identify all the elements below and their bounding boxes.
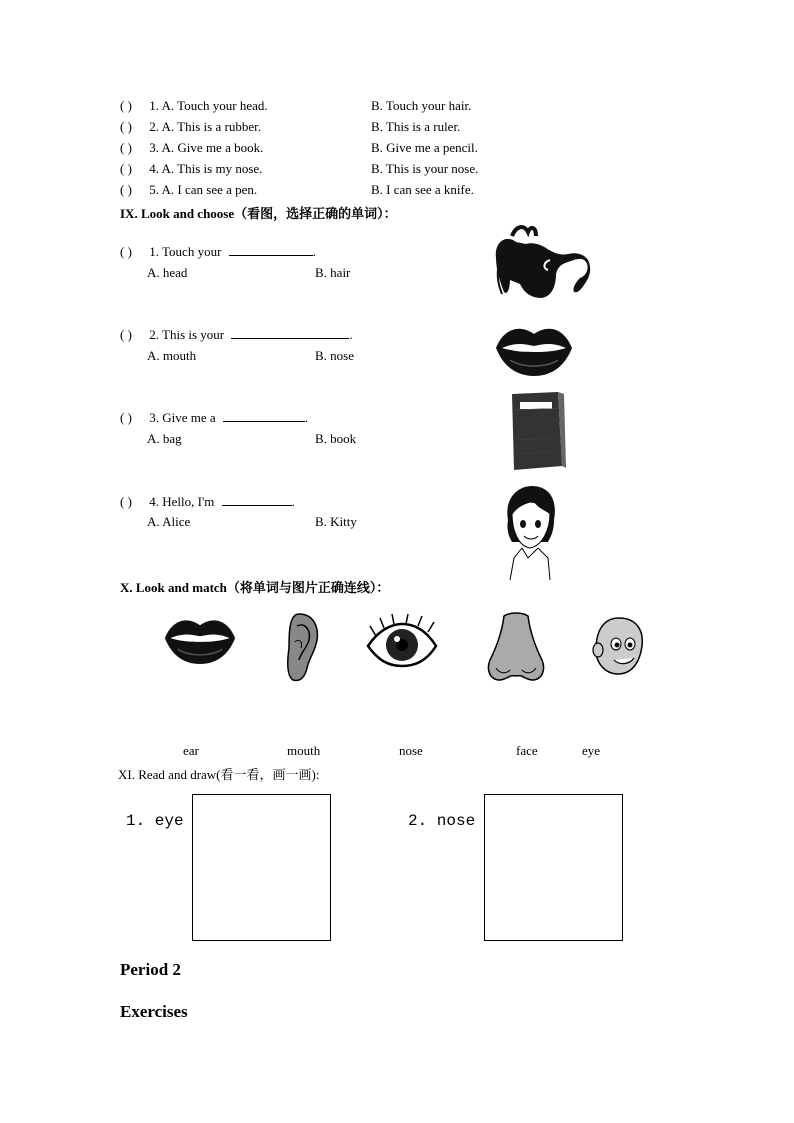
choice-item	[120, 119, 261, 135]
section-heading-9: IX. Look and choose（看图，选择正确的单词）：	[120, 206, 397, 221]
question-stem: 3. Give me a	[149, 410, 216, 425]
answer-paren[interactable]: ( )	[120, 161, 132, 176]
answer-blank[interactable]	[231, 328, 349, 339]
girl-picture	[500, 484, 560, 582]
match-word[interactable]: ear	[183, 743, 199, 758]
mouth-picture	[163, 614, 237, 666]
answer-paren[interactable]: ( )	[120, 494, 132, 509]
ear-picture	[285, 612, 321, 684]
option-b: B. This is a ruler.	[371, 119, 461, 134]
hair-picture	[490, 222, 596, 302]
option-b: B. Give me a pencil.	[371, 140, 478, 155]
book-picture	[508, 390, 568, 472]
exercises-title: Exercises	[120, 1002, 188, 1021]
match-word[interactable]: nose	[399, 743, 423, 758]
option-b: B. Kitty	[315, 514, 357, 529]
question-stem: 2. This is your	[149, 327, 225, 342]
choice-item	[120, 140, 263, 156]
option-a: A. mouth	[147, 348, 197, 363]
match-word[interactable]: mouth	[287, 743, 321, 758]
draw-box-nose[interactable]	[484, 794, 623, 941]
nose-picture	[484, 612, 548, 684]
option-a: 2. A. This is a rubber.	[149, 119, 261, 134]
section-heading-11: XI. Read and draw(看一看，画一画):	[118, 767, 320, 782]
answer-paren[interactable]: ( )	[120, 410, 132, 425]
draw-box-eye[interactable]	[192, 794, 331, 941]
draw-label: 2. nose	[408, 812, 476, 830]
answer-paren[interactable]: ( )	[120, 327, 132, 342]
option-a: A. bag	[147, 431, 182, 446]
face-picture	[592, 614, 646, 678]
option-b: B. hair	[315, 265, 351, 280]
period-title: Period 2	[120, 960, 181, 979]
answer-blank[interactable]	[222, 495, 292, 506]
draw-label: 1. eye	[126, 812, 184, 830]
choice-item	[120, 182, 257, 198]
answer-paren[interactable]: ( )	[120, 244, 132, 259]
option-a: A. Alice	[147, 514, 191, 529]
choice-item	[120, 98, 268, 114]
option-b: B. This is your nose.	[371, 161, 479, 176]
question-item: ( ) 3. Give me a .	[120, 410, 309, 425]
question-item: ( ) 1. Touch your .	[120, 244, 316, 259]
option-a: 3. A. Give me a book.	[149, 140, 264, 155]
answer-blank[interactable]	[229, 245, 313, 256]
match-word[interactable]: face	[516, 743, 538, 758]
answer-paren[interactable]: ( )	[120, 182, 132, 197]
option-b: B. I can see a knife.	[371, 182, 474, 197]
option-b: B. nose	[315, 348, 354, 363]
answer-paren[interactable]: ( )	[120, 119, 132, 134]
answer-blank[interactable]	[223, 411, 305, 422]
option-a: 4. A. This is my nose.	[149, 161, 263, 176]
option-a: 5. A. I can see a pen.	[149, 182, 258, 197]
question-item: ( ) 4. Hello, I'm .	[120, 494, 295, 509]
choice-item	[120, 161, 262, 177]
match-word[interactable]: eye	[582, 743, 601, 758]
option-b: B. book	[315, 431, 357, 446]
question-item: ( ) 2. This is your .	[120, 327, 353, 342]
question-stem: 1. Touch your	[149, 244, 222, 259]
mouth-picture	[494, 322, 574, 378]
option-b: B. Touch your hair.	[371, 98, 472, 113]
answer-paren[interactable]: ( )	[120, 98, 132, 113]
option-a: 1. A. Touch your head.	[149, 98, 268, 113]
option-a: A. head	[147, 265, 188, 280]
section-heading-10: X. Look and match（将单词与图片正确连线）：	[120, 580, 390, 595]
answer-paren[interactable]: ( )	[120, 140, 132, 155]
eye-picture	[366, 614, 438, 674]
question-stem: 4. Hello, I'm	[149, 494, 215, 509]
